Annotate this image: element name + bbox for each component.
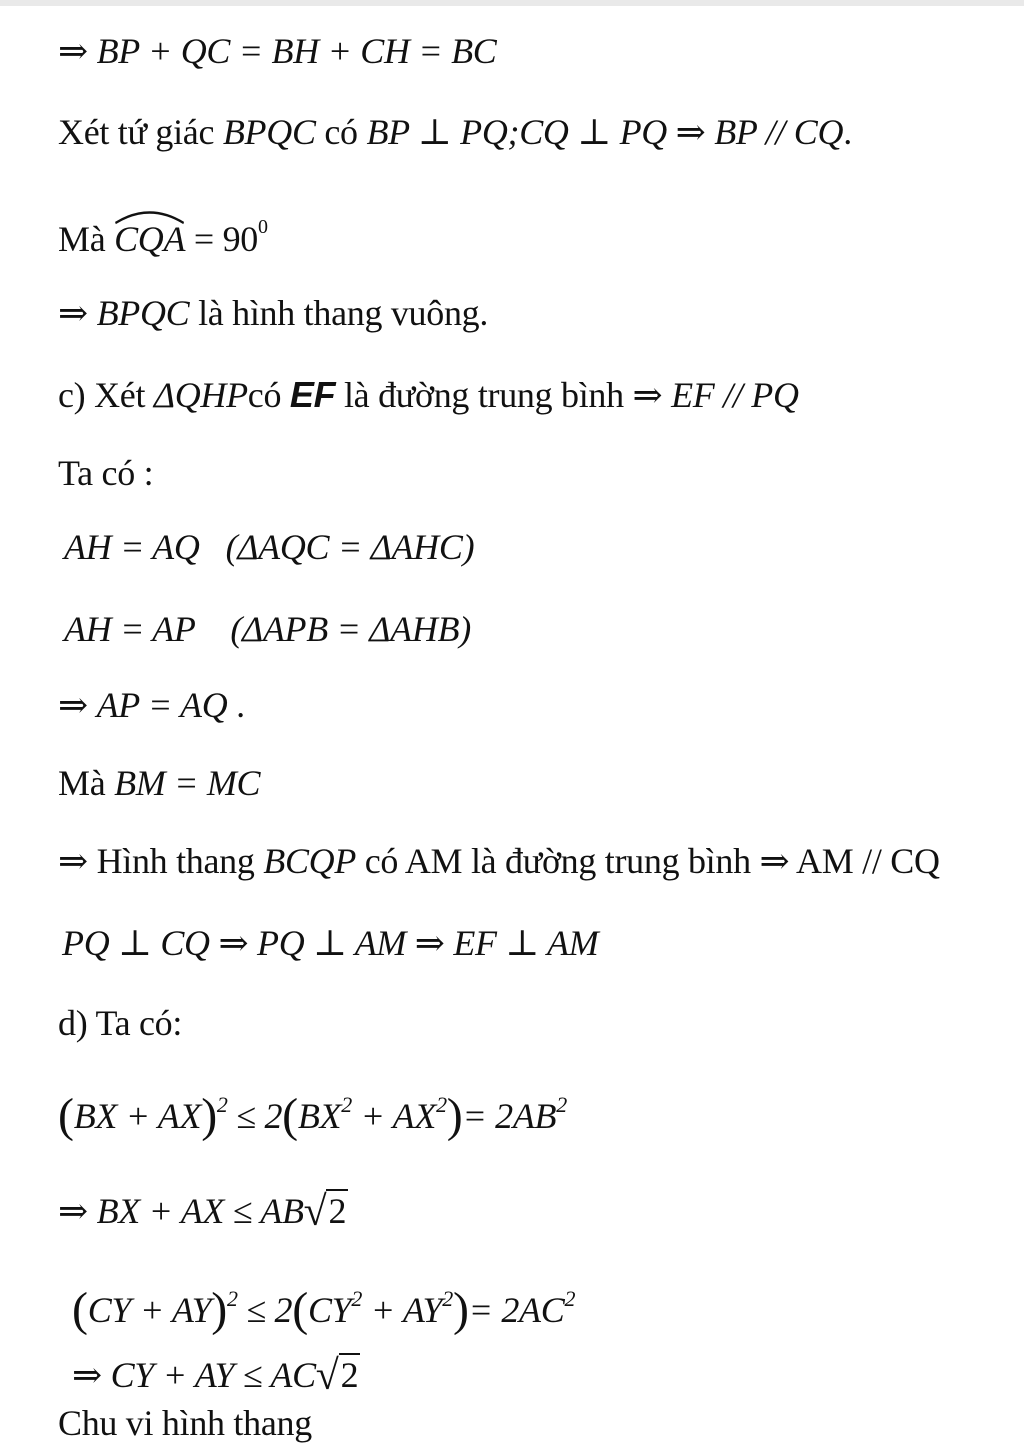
line-perimeter (58, 1400, 312, 1446)
superscript: 2 (436, 1092, 447, 1117)
superscript: 2 (226, 1286, 238, 1311)
close-paren: ) (201, 1089, 217, 1142)
math-expression: BCQP (263, 841, 357, 881)
close-paren: ) (211, 1283, 227, 1336)
math-expression: CY (307, 1290, 352, 1330)
implies-symbol: ⇒ (58, 1191, 88, 1231)
line-ah-aq (64, 524, 474, 570)
degree-superscript: 0 (258, 216, 268, 238)
implies-symbol: ⇒ (72, 1355, 102, 1395)
math-expression: AH = AP (64, 609, 196, 649)
implies-symbol: ⇒ (58, 293, 88, 333)
text-segment: là đường trung bình (343, 375, 624, 415)
open-paren: ( (72, 1283, 88, 1336)
sqrt-icon: √ (303, 1189, 327, 1235)
close-paren: ) (446, 1089, 463, 1142)
line-bm-mc (58, 760, 260, 806)
math-expression: BX + AX ≤ AB (96, 1191, 304, 1231)
math-expression: CY + AY ≤ AC (110, 1355, 316, 1395)
text-segment: c) Xét (58, 375, 146, 415)
angle-label: CQA (114, 219, 186, 259)
line-part-c (58, 372, 799, 418)
math-expression: = 90 (193, 219, 259, 259)
congruence-note: (ΔAPB = ΔAHB) (230, 609, 471, 649)
line-ah-ap (64, 606, 471, 652)
superscript: 2 (351, 1286, 363, 1311)
text-segment: Mà (58, 763, 106, 803)
superscript: 2 (216, 1092, 228, 1117)
text-segment: là hình thang vuông. (198, 293, 489, 333)
math-expression: ΔQHP (153, 375, 248, 415)
sqrt-icon: √ (315, 1353, 339, 1399)
math-expression: BM = MC (114, 763, 261, 803)
line-bx-ax-bound (58, 1188, 348, 1235)
math-expression: PQ ⊥ CQ ⇒ PQ ⊥ AM ⇒ EF ⊥ AM (62, 923, 599, 963)
period: . (236, 685, 245, 725)
line-midline-am (58, 838, 940, 884)
math-expression: AP = AQ (96, 685, 228, 725)
math-expression: ⇒ EF // PQ (632, 375, 799, 415)
text-segment: có (324, 112, 358, 152)
angle-arc-icon (114, 208, 185, 224)
text-segment: Ta có : (58, 453, 154, 493)
text-segment: Xét tứ giác (58, 112, 215, 152)
text-segment: ⇒ Hình thang (58, 841, 255, 881)
math-expression: BP ⊥ PQ;CQ ⊥ PQ ⇒ BP // CQ (366, 112, 844, 152)
open-paren: ( (282, 1089, 298, 1142)
period: . (843, 112, 852, 152)
open-paren: ( (58, 1089, 74, 1142)
math-expression: BX + AX (73, 1096, 202, 1136)
angle-cqa (114, 216, 185, 262)
line-bp-qc-sum (58, 28, 497, 74)
math-expression: BP + QC = BH + CH = BC (96, 31, 497, 71)
superscript: 2 (341, 1092, 352, 1117)
superscript: 2 (442, 1286, 453, 1311)
top-border (0, 0, 1024, 6)
math-expression: BX (297, 1096, 342, 1136)
math-expression: ≤ 2 (236, 1096, 283, 1136)
line-inequality-bx-ax (58, 1082, 567, 1142)
line-inequality-cy-ay (72, 1276, 576, 1336)
text-segment: có AM là đường trung bình ⇒ AM // CQ (364, 841, 940, 881)
open-paren: ( (292, 1283, 308, 1336)
math-expression: + AX (351, 1096, 437, 1136)
congruence-note: (ΔAQC = ΔAHC) (225, 527, 475, 567)
text-segment: d) Ta có: (58, 1003, 183, 1043)
math-expression: ≤ 2 (246, 1290, 293, 1330)
radicand: 2 (328, 1191, 347, 1231)
math-expression: = 2AB (462, 1096, 557, 1136)
text-segment: Mà (58, 219, 106, 259)
radicand: 2 (340, 1355, 359, 1395)
math-expression: BPQC (96, 293, 190, 333)
math-expression: AH = AQ (64, 527, 200, 567)
math-expression: = 2AC (468, 1290, 565, 1330)
line-trapezoid-parallel (58, 109, 852, 155)
line-ta-co (58, 450, 153, 496)
implies-symbol: ⇒ (58, 685, 88, 725)
text-segment: Chu vi hình thang (58, 1403, 312, 1443)
text-segment: có (247, 375, 282, 415)
math-expression: + AY (362, 1290, 443, 1330)
line-perpendicular (62, 920, 598, 966)
superscript: 2 (564, 1286, 576, 1311)
math-expression: CY + AY (87, 1290, 212, 1330)
line-right-trapezoid (58, 290, 488, 336)
line-cy-ay-bound (72, 1352, 360, 1399)
line-right-angle (58, 204, 268, 262)
implies-symbol: ⇒ (58, 31, 88, 71)
close-paren: ) (452, 1283, 469, 1336)
math-expression: BPQC (222, 112, 316, 152)
line-ap-aq (58, 682, 245, 728)
line-part-d (58, 1000, 182, 1046)
segment-ef: EF (289, 374, 336, 415)
superscript: 2 (556, 1092, 567, 1117)
